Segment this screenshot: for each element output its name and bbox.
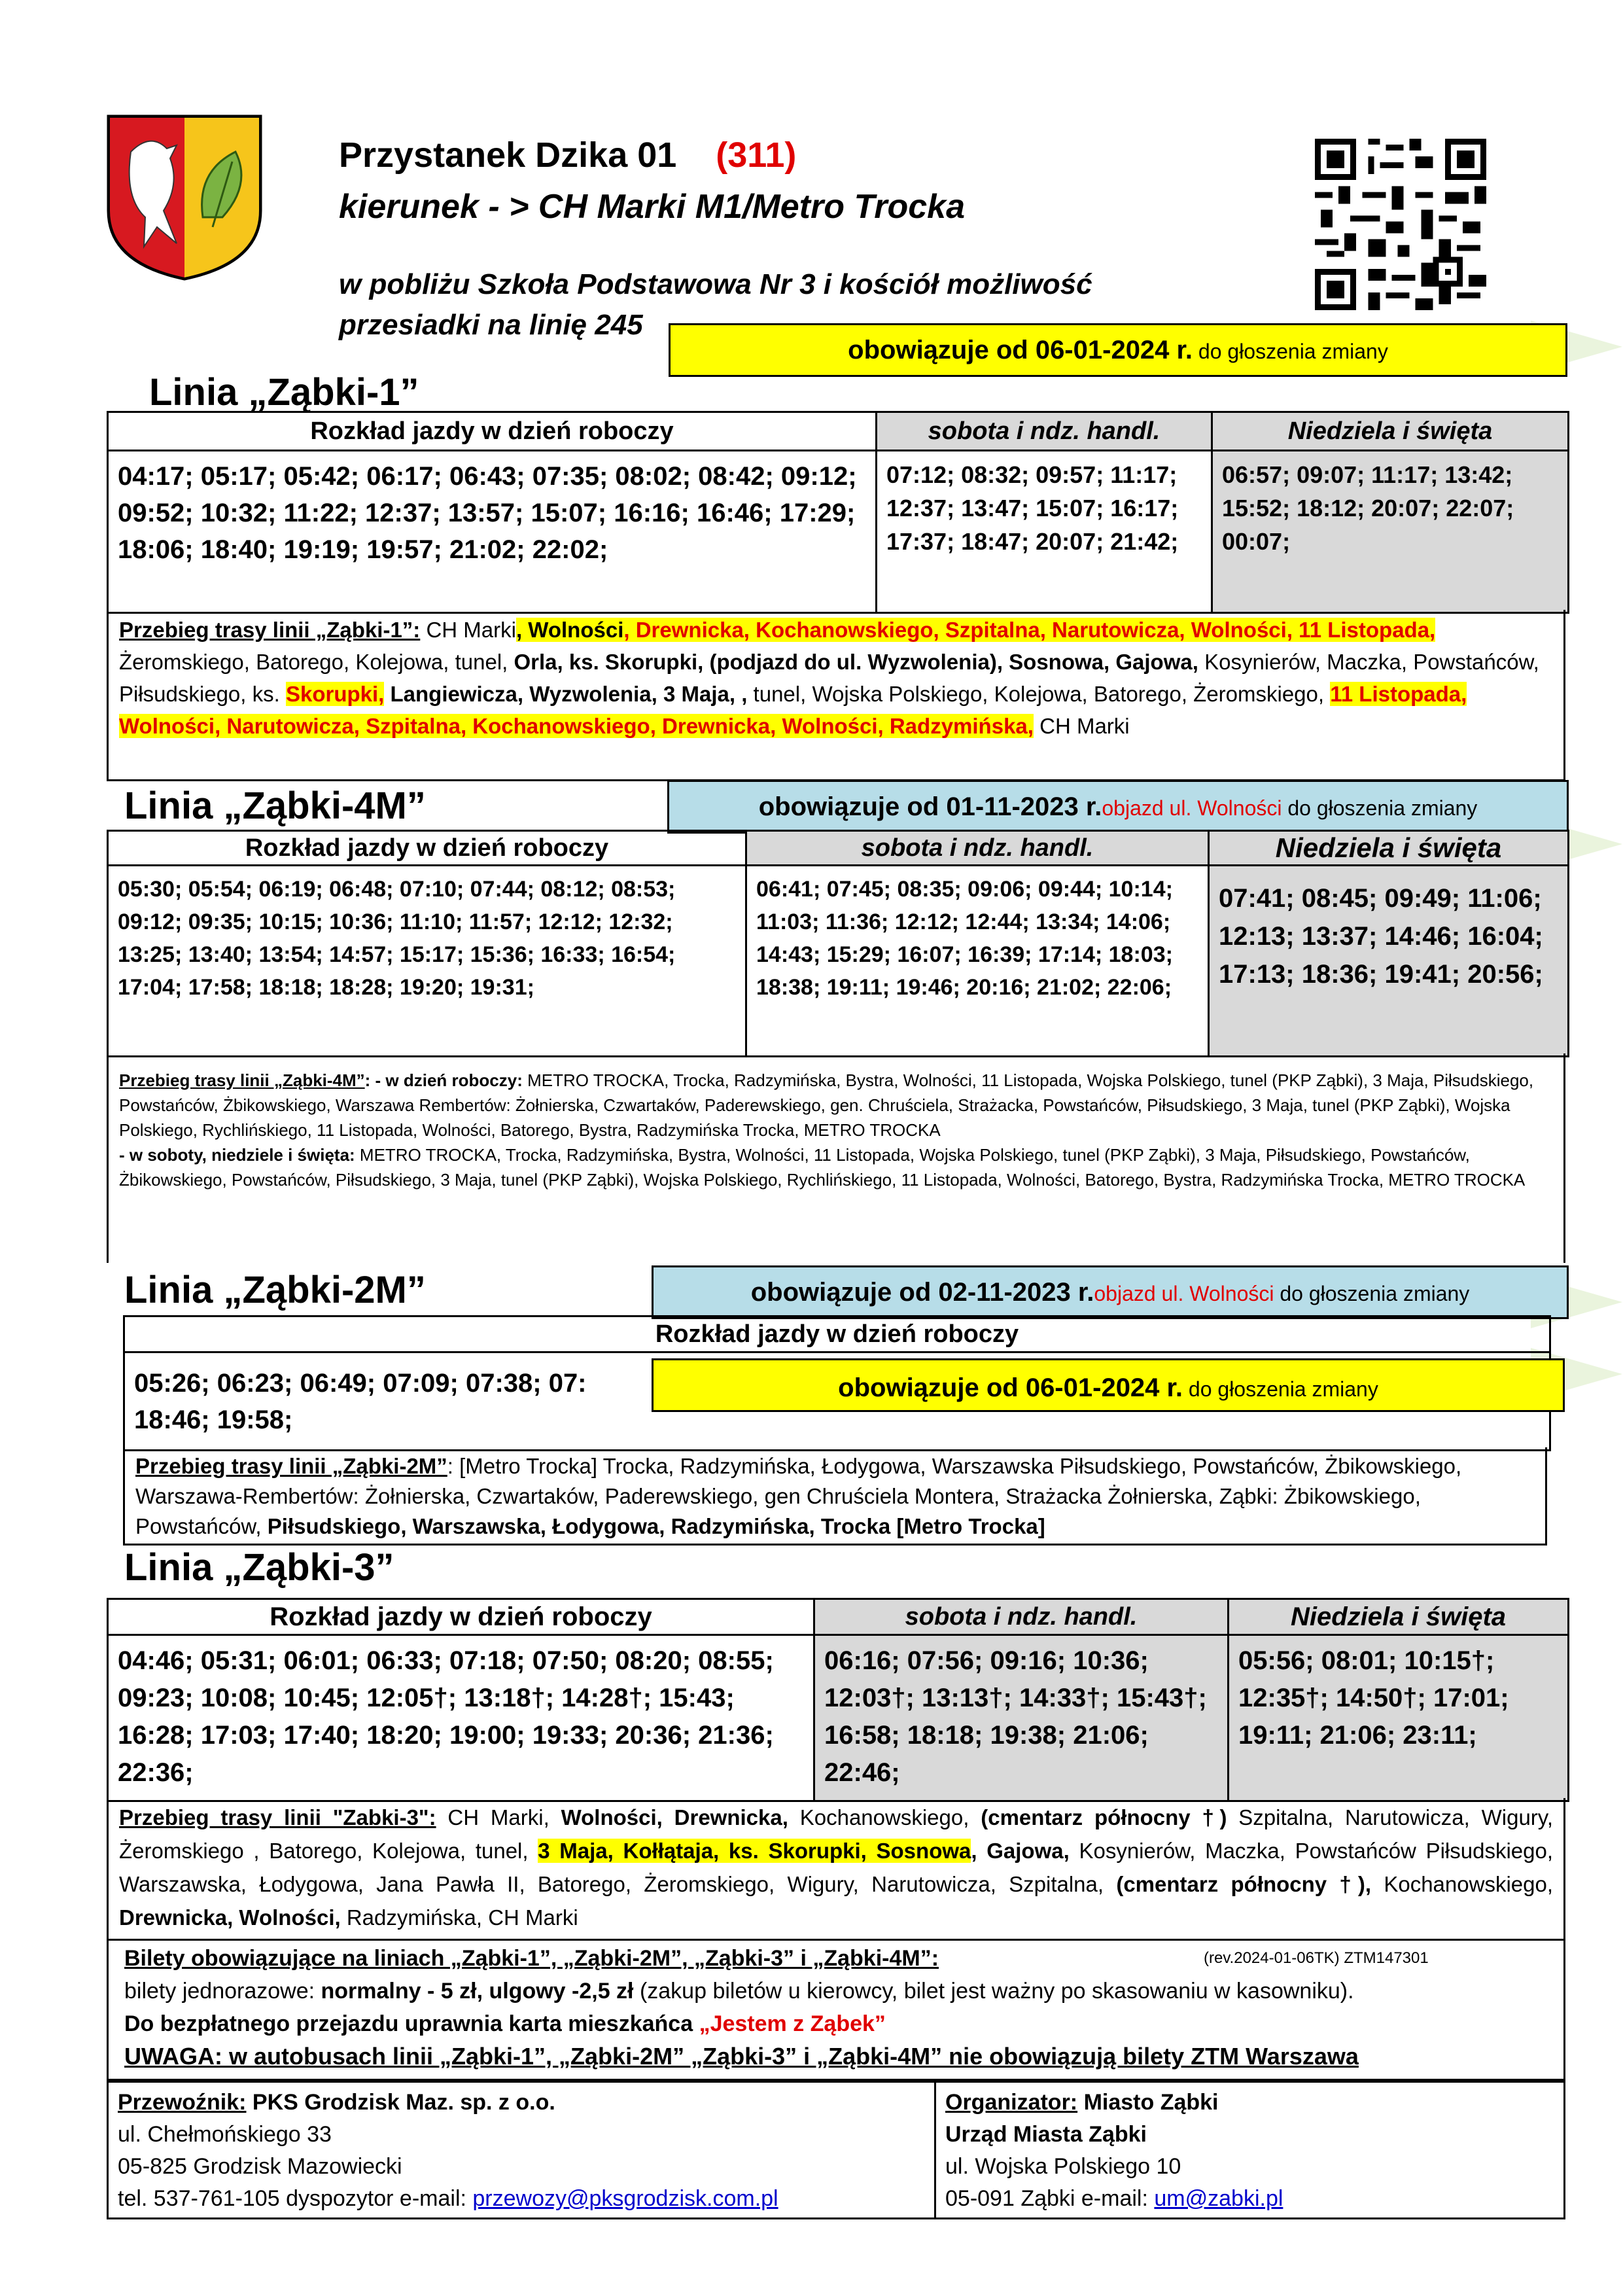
tickets-text: Do bezpłatnego przejazdu uprawnia karta mieszkańca — [124, 2011, 699, 2036]
times-sunday: 05:56; 08:01; 10:15†; 12:35†; 14:50†; 17:01; 19:11; 21:06; 23:11; — [1229, 1636, 1567, 1800]
organizer-name: Miasto Ząbki — [1077, 2090, 1219, 2115]
line-title-zabki2m: Linia „Ząbki-2M” — [124, 1269, 426, 1311]
organizer-info — [936, 2083, 1565, 2219]
times-saturday: 07:12; 08:32; 09:57; 11:17; 12:37; 13:47; 15:07; 16:17; 17:37; 18:47; 20:07; 21:42; — [886, 461, 1179, 555]
route-subtitle: - w soboty, niedziele i święta: — [119, 1145, 355, 1165]
header-weekday: Rozkład jazdy w dzień roboczy — [125, 1317, 1549, 1353]
header-saturday: sobota i ndz. handl. — [815, 1600, 1227, 1636]
schedule-zabki4m — [107, 830, 1569, 1057]
route-text: (cmentarz północny †) — [981, 1805, 1227, 1829]
schedule-zabki1 — [107, 411, 1569, 614]
carrier-phone: tel. 537-761-105 dyspozytor e-mail: — [118, 2186, 473, 2211]
direction: kierunek - > CH Marki M1/Metro Trocka — [339, 188, 966, 226]
route-zabki3 — [107, 1798, 1565, 1941]
validity-banner — [669, 323, 1567, 377]
validity-banner — [652, 1358, 1565, 1412]
times-line: 18:46; 19:58; — [134, 1405, 293, 1434]
header-sunday: Niedziela i święta — [1210, 832, 1567, 866]
route-text: Szpitalna, Narutowicza, Wigury, Żeromskiego , Batorego, Kolejowa, tunel, — [119, 1805, 1554, 1863]
route-text: 3 Maja, Kołłątaja, ks. Skorupki, Sosnowa — [538, 1839, 971, 1863]
validity-text: obowiązuje od 01-11-2023 r. — [758, 792, 1102, 821]
route-text: METRO TROCKA, Trocka, Radzymińska, Bystra, Wolności, 11 Listopada, Wojska Polskiego, tunel (PKP Ząbki), 3 Maja, Piłsudskiego, Powstańców, Żbikowskiego, Warszawa Rembertów: Żołnierska, Czwartaków, Paderewskiego, gen. Chruściela, Strażacka, Powstańców, Piłsudskiego, 3 Maja, tunel (PKP Ząbki), Wojska Polskiego, Rychlińskiego, 11 Listopada, Wolności, Batorego, Bystra, Radzymińska Trocka, METRO TROCKA — [119, 1070, 1534, 1140]
header-sunday: Niedziela i święta — [1213, 413, 1567, 451]
route-text: Kosynierów, Maczka, Powstańców Piłsudskiego, Warszawska, Łodygowa, Jana Pawła II, Batorego, Żeromskiego, Wigury, Narutowicza, Szpitalna, — [119, 1839, 1554, 1896]
route-label: Przebieg trasy linii „Ząbki-1”: — [119, 618, 421, 642]
header-sunday: Niedziela i święta — [1229, 1600, 1567, 1636]
times-sunday: 06:57; 09:07; 11:17; 13:42; 15:52; 18:12; 20:07; 22:07; 00:07; — [1213, 451, 1567, 612]
times-sunday: 07:41; 08:45; 09:49; 11:06; 12:13; 13:37; 14:46; 16:04; 17:13; 18:36; 19:41; 20:56; — [1210, 866, 1567, 1055]
times-line: 05:26; 06:23; 06:49; 07:09; 07:38; 07: — [134, 1369, 587, 1398]
route-text: Piłsudskiego, Warszawska, Łodygowa, Radzymińska, Trocka [Metro Trocka] — [267, 1514, 1045, 1538]
header-weekday: Rozkład jazdy w dzień roboczy — [109, 832, 745, 866]
tickets-free — [124, 2007, 1548, 2040]
route-text: Radzymińska, CH Marki — [340, 1905, 578, 1930]
route-text: CH Marki — [1033, 714, 1130, 738]
header-weekday: Rozkład jazdy w dzień roboczy — [109, 1600, 813, 1636]
validity-tail: do głoszenia zmiany — [1274, 1282, 1470, 1305]
note-line: przesiadki na linię 245 — [339, 309, 643, 341]
route-zabki2m — [123, 1447, 1547, 1545]
validity-text: obowiązuje od 06-01-2024 r. — [838, 1373, 1183, 1402]
route-text: CH Marki, — [436, 1805, 561, 1829]
route-text: CH Marki — [420, 618, 516, 642]
validity-tail: do głoszenia zmiany — [1183, 1377, 1378, 1401]
organizer-label: Organizator: — [945, 2090, 1078, 2115]
organizer-contact — [945, 2183, 1556, 2215]
note-line: w pobliżu Szkoła Podstawowa Nr 3 i kościół możliwość — [339, 268, 1092, 300]
validity-text: obowiązuje od 06-01-2024 r. — [848, 336, 1193, 364]
times-weekday: 04:17; 05:17; 05:42; 06:17; 06:43; 07:35; 08:02; 08:42; 09:12; 09:52; 10:32; 11:22; 12:37; 13:57; 15:07; 16:16; 16:46; 17:29; 18:06; 18:40; 19:19; 19:57; 21:02; 22:02; — [118, 462, 857, 564]
line-title-zabki4m: Linia „Ząbki-4M” — [124, 785, 426, 827]
stop-name: Przystanek Dzika 01 — [339, 135, 677, 175]
validity-banner — [652, 1265, 1569, 1319]
carrier-name: PKS Grodzisk Maz. sp. z o.o. — [246, 2090, 555, 2115]
route-label: Przebieg trasy linii „Ząbki-2M” — [135, 1454, 447, 1478]
carrier-email-link[interactable]: przewozy@pksgrodzisk.com.pl — [472, 2186, 778, 2211]
coat-of-arms-icon — [105, 113, 264, 281]
warning-text: UWAGA: w autobusach linii „Ząbki-1”, „Ząbki-2M” „Ząbki-3” i „Ząbki-4M” nie obowiązują bilety ZTM Warszawa — [124, 2043, 1359, 2070]
header-weekday: Rozkład jazdy w dzień roboczy — [109, 413, 875, 451]
revision: (rev.2024-01-06TK) ZTM147301 — [1204, 1949, 1429, 1967]
route-text: tunel, Wojska Polskiego, Kolejowa, Batorego, Żeromskiego, — [747, 682, 1331, 706]
route-text: (cmentarz północny †), — [1116, 1872, 1372, 1896]
times-weekday: 05:30; 05:54; 06:19; 06:48; 07:10; 07:44; 08:12; 08:53; 09:12; 09:35; 10:15; 10:36; 11:10; 11:57; 12:12; 12:32; 13:25; 13:40; 13:54; 14:57; 15:17; 15:36; 16:33; 16:54; 17:04; 17:58; 18:18; 18:28; 19:20; 19:31; — [118, 877, 676, 1000]
route-label: Przebieg trasy linii „Ząbki-4M” — [119, 1070, 365, 1090]
route-text: , Gajowa, — [971, 1839, 1070, 1863]
carrier-label: Przewoźnik: — [118, 2090, 247, 2115]
contacts — [107, 2081, 1565, 2219]
carrier-contact — [118, 2183, 925, 2215]
carrier-line — [118, 2087, 925, 2119]
resident-card: „Jestem z Ząbek” — [699, 2011, 886, 2036]
organizer-line — [945, 2087, 1556, 2119]
organizer-city: 05-091 Ząbki e-mail: — [945, 2186, 1155, 2211]
route-text: Skorupki, — [285, 682, 385, 706]
tickets-warning — [124, 2040, 1548, 2074]
organizer-office: Urząd Miasta Ząbki — [945, 2122, 1147, 2147]
tickets-prices — [124, 1975, 1548, 2007]
times-saturday: 06:16; 07:56; 09:16; 10:36; 12:03†; 13:13†; 14:33†; 15:43†; 16:58; 18:18; 19:38; 21:06; 22:46; — [815, 1636, 1227, 1800]
route-text: : [Metro Trocka] Trocka, Radzymińska, Łodygowa, Warszawska Piłsudskiego, Powstańców, Żbikowskiego — [447, 1454, 1456, 1478]
tickets-info — [107, 1941, 1565, 2081]
validity-detour: objazd ul. Wolności — [1102, 796, 1282, 820]
tickets-text: (zakup biletów u kierowcy, bilet jest ważny po skasowaniu w kasowniku). — [633, 1979, 1354, 2004]
times-saturday: 06:41; 07:45; 08:35; 09:06; 09:44; 10:14; 11:03; 11:36; 12:12; 12:44; 13:34; 14:06; 14:43; 15:29; 16:07; 16:39; 17:14; 18:03; 18:38; 19:11; 19:46; 20:16; 21:02; 22:06; — [756, 877, 1173, 1000]
route-text: Kochanowskiego, — [1371, 1872, 1554, 1896]
route-label: Przebieg trasy linii "Zabki-3": — [119, 1805, 436, 1829]
route-text: , Warszawa-Rembertów: Żołnierska, Czwartaków, Paderewskiego, gen Chruściela Montera, Strażacka Żołnierska, Ząbki: Żbikowskiego, Powstańców, — [135, 1454, 1462, 1538]
stop-title — [339, 135, 796, 175]
route-zabki1 — [107, 610, 1565, 781]
tickets-title: Bilety obowiązujące na liniach „Ząbki-1”, „Ząbki-2M”, „Ząbki-3” i „Ząbki-4M”: — [124, 1946, 939, 1971]
header-saturday: sobota i ndz. handl. — [747, 832, 1208, 866]
line-title-zabki1: Linia „Ząbki-1” — [149, 371, 419, 414]
route-text: , Wolności — [515, 618, 624, 642]
tickets-text: bilety jednorazowe: — [124, 1979, 321, 2004]
schedule-zabki3 — [107, 1598, 1569, 1802]
times-weekday: 04:46; 05:31; 06:01; 06:33; 07:18; 07:50; 08:20; 08:55; 09:23; 10:08; 10:45; 12:05†; 13:18†; 14:28†; 15:43; 16:28; 17:03; 17:40; 18:20; 19:00; 19:33; 20:36; 21:36; 22:36; — [118, 1646, 774, 1787]
validity-tail: do głoszenia zmiany — [1282, 796, 1478, 820]
route-subtitle: : - w dzień roboczy: — [364, 1070, 523, 1090]
route-text: Orla, ks. Skorupki, (podjazd do ul. Wyzwolenia), Sosnowa, Gajowa, — [514, 650, 1198, 674]
route-text: Drewnicka, Wolności, — [119, 1905, 341, 1930]
header-saturday: sobota i ndz. handl. — [877, 413, 1211, 451]
organizer-email-link[interactable]: um@zabki.pl — [1154, 2186, 1283, 2211]
route-zabki4m — [107, 1053, 1565, 1263]
route-text: Żeromskiego, Batorego, Kolejowa, tunel, — [119, 650, 514, 674]
carrier-city: 05-825 Grodzisk Mazowiecki — [118, 2154, 402, 2179]
route-text: 11 Listopada, Wolności, Narutowicza, Szpitalna, Kochanowskiego, Drewnicka, Wolności, Radzymińska, — [119, 682, 1467, 738]
carrier-street: ul. Chełmońskiego 33 — [118, 2122, 332, 2147]
validity-banner — [667, 780, 1569, 834]
validity-detour: objazd ul. Wolności — [1094, 1282, 1274, 1305]
route-text: Wolności, Drewnicka, — [561, 1805, 788, 1829]
carrier-info — [109, 2083, 934, 2219]
qr-code-icon — [1315, 139, 1486, 310]
tickets-price: normalny - 5 zł, ulgowy -2,5 zł — [321, 1979, 634, 2004]
route-text: Kosynierów, Maczka, Powstańców, Piłsudskiego, ks. — [119, 650, 1539, 706]
validity-tail: do głoszenia zmiany — [1193, 340, 1388, 363]
organizer-street: ul. Wojska Polskiego 10 — [945, 2154, 1181, 2179]
tickets-title-row — [124, 1942, 1548, 1975]
route-text: METRO TROCKA, Trocka, Radzymińska, Bystra, Wolności, 11 Listopada, Wojska Polskiego, tunel (PKP Ząbki), 3 Maja, Piłsudskiego, Powstańców, Żbikowskiego, Powstańców, Piłsudskiego, 3 Maja, tunel (PKP Ząbki), Wojska Polskiego, Rychlińskiego, 11 Listopada, Wolności, Batorego, Bystra, Radzymińska Trocka, METRO TROCKA — [119, 1145, 1526, 1190]
route-text: Kochanowskiego, — [788, 1805, 981, 1829]
validity-text: obowiązuje od 02-11-2023 r. — [750, 1278, 1094, 1307]
route-text: , Drewnicka, Kochanowskiego, Szpitalna, Narutowicza, Wolności, 11 Listopada, — [623, 618, 1436, 642]
route-text: Langiewicza, Wyzwolenia, 3 Maja, , — [384, 682, 748, 706]
line-title-zabki3: Linia „Ząbki-3” — [124, 1546, 394, 1589]
stop-number: (311) — [716, 135, 797, 175]
